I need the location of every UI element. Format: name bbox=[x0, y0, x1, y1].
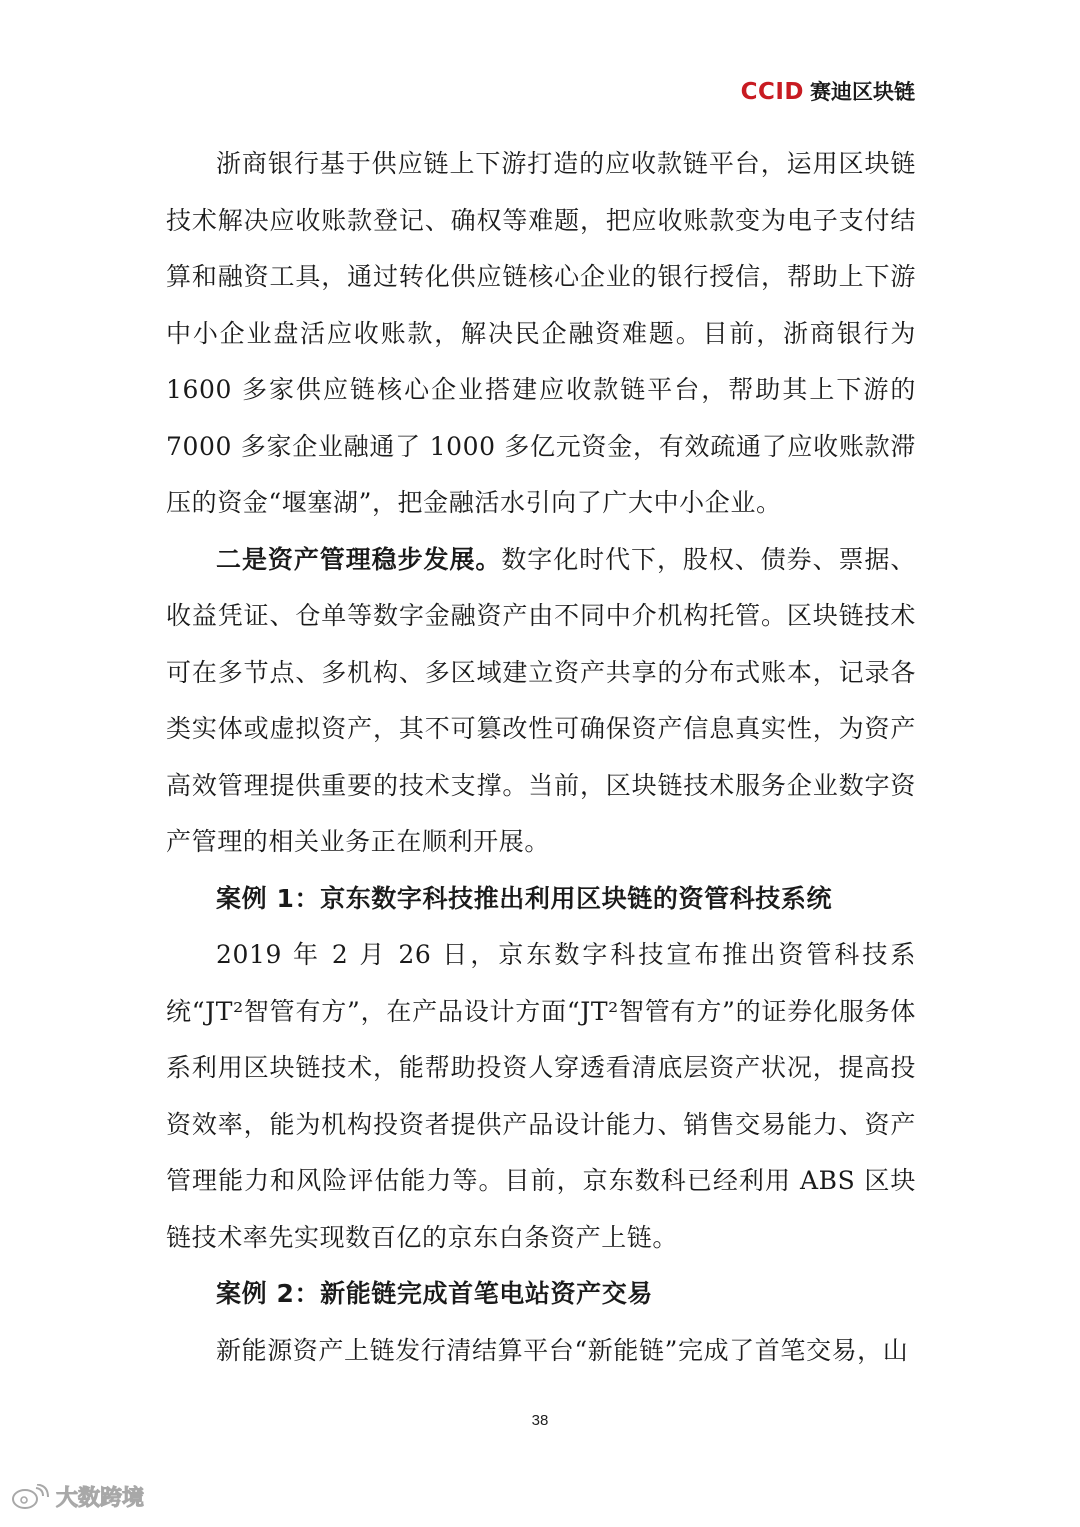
document-body bbox=[166, 136, 916, 1379]
asset-management-heading: 二是资产管理稳步发展。 bbox=[216, 544, 502, 574]
case-2-title: 案例 2：新能链完成首笔电站资产交易 bbox=[216, 1279, 653, 1308]
paragraph-zheshang-bank: 浙商银行基于供应链上下游打造的应收款链平台，运用区块链技术解决应收账款登记、确权等难题，把应收账款变为电子支付结算和融资工具，通过转化供应链核心企业的银行授信，帮助上下游中小企业盘活应收账款，解决民企融资难题。目前，浙商银行为 1600 多家供应链核心企业搭建应收款链平台，帮助其上下游的 7000 多家企业融通了 1000 多亿元资金，有效疏通了应收账款滞压的资金“堰塞湖”，把金融活水引向了广大中小企业。 bbox=[166, 149, 916, 517]
watermark-text: 大数跨境 bbox=[56, 1486, 145, 1511]
ccid-brand-logo: CCID bbox=[740, 79, 804, 105]
asset-management-text: 数字化时代下，股权、债券、票据、收益凭证、仓单等数字金融资产由不同中介机构托管。区块链技术可在多节点、多机构、多区域建立资产共享的分布式账本，记录各类实体或虚拟资产，其不可篡改性可确保资产信息真实性，为资产高效管理提供重要的技术支撑。当前，区块链技术服务企业数字资产管理的相关业务正在顺利开展。 bbox=[166, 544, 916, 856]
weibo-logo-icon bbox=[10, 1484, 52, 1510]
case-1-title: 案例 1：京东数字科技推出利用区块链的资管科技系统 bbox=[216, 883, 833, 913]
case-2-body: 新能源资产上链发行清结算平台“新能链”完成了首笔交易，山 bbox=[216, 1335, 909, 1365]
page-number: 38 bbox=[531, 1412, 549, 1429]
case-1-body: 2019 年 2 月 26 日，京东数字科技宣布推出资管科技系统“JT²智管有方”，在产品设计方面“JT²智管有方”的证券化服务体系利用区块链技术，能帮助投资人穿透看清底层资产状况，提高投资效率，能为机构投资者提供产品设计能力、销售交易能力、资产管理能力和风险评估能力等。目前，京东数科已经利用 ABS 区块链技术率先实现数百亿的京东白条资产上链。 bbox=[166, 940, 916, 1252]
page-header bbox=[741, 76, 915, 106]
brand-name-cn: 赛迪区块链 bbox=[810, 80, 915, 104]
paragraph-asset-management bbox=[166, 532, 916, 871]
watermark bbox=[10, 1481, 144, 1512]
